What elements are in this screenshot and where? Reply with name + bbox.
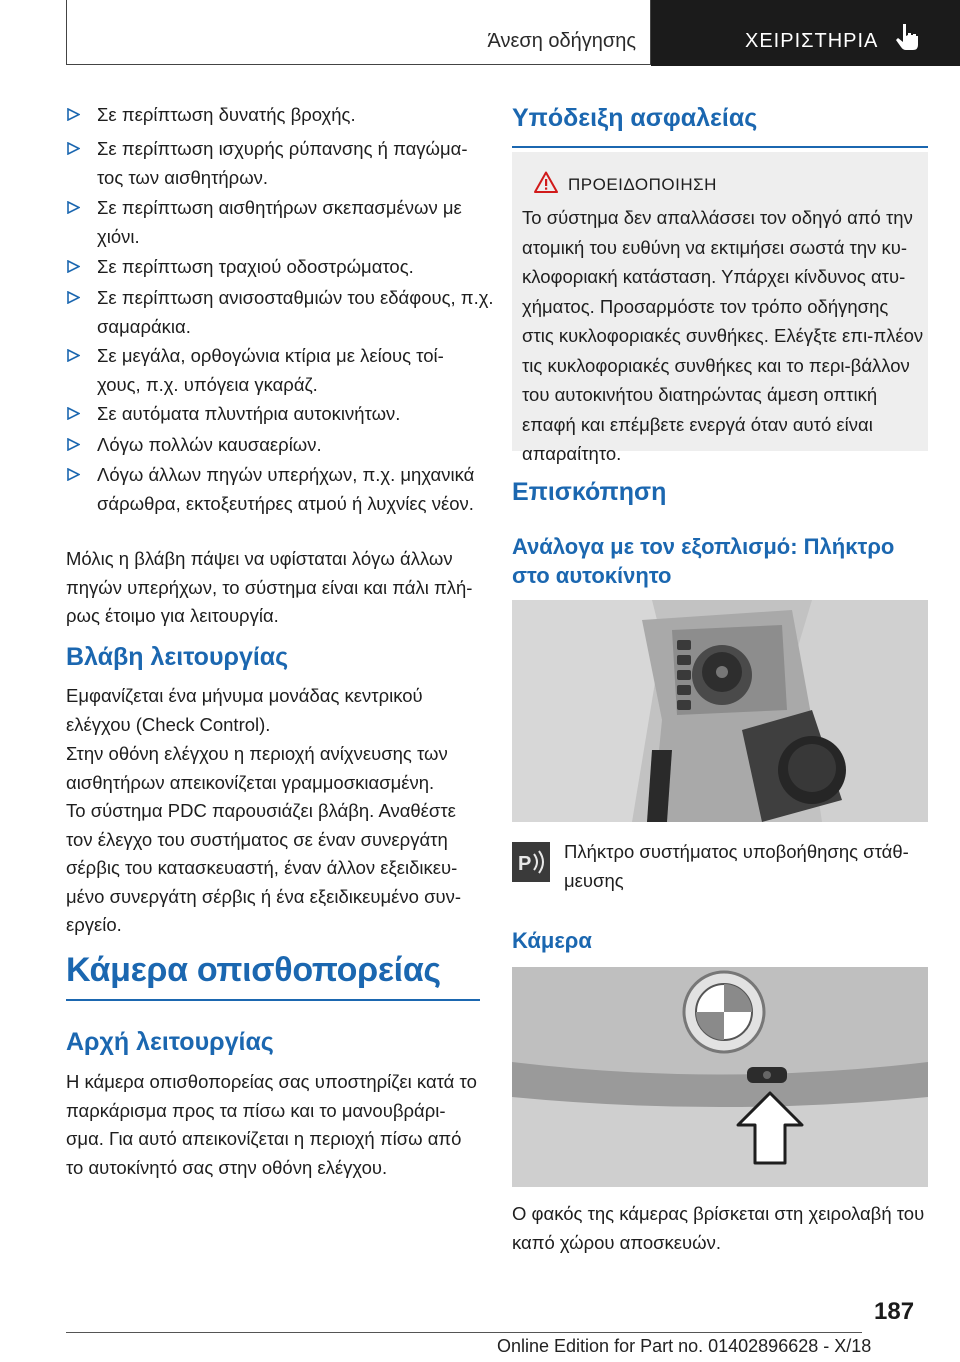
section-title: Άνεση οδήγησης [487, 30, 636, 52]
triangle-bullet-icon [67, 260, 80, 273]
triangle-bullet-icon [67, 291, 80, 304]
malfunction-heading: Βλάβη λειτουργίας [66, 643, 289, 671]
camera-subheading: Κάμερα [512, 928, 592, 953]
bullet-text: Σε περίπτωση ανισοσταθμιών του εδάφους, π.χ. σαμαράκια. [97, 287, 494, 337]
button-caption: Πλήκτρο συστήματος υποβοήθησης στάθ-μευσης [564, 841, 909, 891]
camera-illustration [512, 967, 928, 1187]
console-photo [512, 600, 928, 822]
heading-rule [512, 146, 928, 148]
list-item [66, 342, 482, 399]
bullet-text: Λόγω άλλων πηγών υπερήχων, π.χ. μηχανικά σάρωθρα, εκτοξευτήρες ατμού ή λυχνίες νέον. [97, 464, 475, 514]
bullet-text: Σε αυτόματα πλυντήρια αυτοκινήτων. [97, 403, 401, 424]
warning-box [512, 152, 928, 464]
triangle-bullet-icon [67, 201, 80, 214]
console-illustration [512, 600, 928, 822]
chapter-title: ΧΕΙΡΙΣΤΗΡΙΑ [745, 30, 879, 52]
list-item [66, 400, 400, 429]
equipment-heading: Ανάλογα με τον εξοπλισμό: Πλήκτρο στο αυτοκίνητο [512, 534, 895, 588]
camera-chapter-heading: Κάμερα οπισθοπορείας [66, 951, 441, 989]
header-section-box [66, 0, 651, 65]
bullet-text: Σε περίπτωση ισχυρής ρύπανσης ή παγώμα-τος των αισθητήρων. [97, 138, 468, 188]
paragraph: Η κάμερα οπισθοπορείας σας υποστηρίζει κατά το παρκάρισμα προς τα πίσω και το μανουβράρι-σμα. Για αυτό απεικονίζεται η περιοχή πίσω από το αυτοκίνητό σας στην οθόνη ελέγχου. [66, 1071, 477, 1178]
bullet-text: Σε περίπτωση δυνατής βροχής. [97, 104, 356, 125]
paragraph: Εμφανίζεται ένα μήνυμα μονάδας κεντρικού ελέγχου (Check Control). [66, 685, 423, 735]
safety-heading: Υπόδειξη ασφαλείας [512, 104, 758, 132]
list-item [66, 461, 487, 518]
svg-text:P: P [518, 853, 532, 875]
bullet-text: Σε περίπτωση αισθητήρων σκεπασμένων με χιόνι. [97, 197, 462, 247]
triangle-bullet-icon [67, 407, 80, 420]
triangle-bullet-icon [67, 349, 80, 362]
camera-photo [512, 967, 928, 1187]
list-item [66, 253, 414, 282]
bullet-text: Σε περίπτωση τραχιού οδοστρώματος. [97, 256, 414, 277]
triangle-bullet-icon [67, 108, 80, 121]
header-chapter-tab [651, 0, 960, 66]
overview-heading: Επισκόπηση [512, 478, 667, 506]
list-item [66, 135, 482, 192]
warning-triangle-icon [534, 171, 558, 193]
principle-heading: Αρχή λειτουργίας [66, 1028, 274, 1056]
list-item [66, 431, 322, 460]
camera-caption: Ο φακός της κάμερας βρίσκεται στη χειρολαβή του καπό χώρου αποσκευών. [512, 1203, 925, 1253]
parking-assist-button-icon [512, 842, 550, 882]
paragraph: Μόλις η βλάβη πάψει να υφίσταται λόγω άλλων πηγών υπερήχων, το σύστημα είναι και πάλι πλή-ρως έτοιμο για λειτουργία. [66, 548, 473, 626]
pointing-hand-icon [895, 22, 923, 52]
paragraph: Το σύστημα PDC παρουσιάζει βλάβη. Αναθέστε τον έλεγχο του συστήματος σε έναν συνεργάτη σέρβις του κατασκευαστή, έναν άλλον εξειδικευ-μένο συνεργάτη σέρβις ή ένα εξειδικευμένο συν-εργείο. [66, 800, 462, 935]
list-item [66, 284, 497, 341]
triangle-bullet-icon [67, 468, 80, 481]
heading-rule [66, 999, 480, 1001]
page-number: 187 [874, 1298, 915, 1325]
paragraph: Στην οθόνη ελέγχου η περιοχή ανίχνευσης των αισθητήρων απεικονίζεται γραμμοσκιασμένη. [66, 743, 448, 793]
bullet-text: Σε μεγάλα, ορθογώνια κτίρια με λείους τοί-χους, π.χ. υπόγεια γκαράζ. [97, 345, 444, 395]
list-item [66, 194, 482, 251]
triangle-bullet-icon [67, 142, 80, 155]
list-item [66, 101, 356, 130]
warning-text: Το σύστημα δεν απαλλάσσει τον οδηγό από την ατομική του ευθύνη να εκτιμήσει σωστά την κυ-κλοφοριακή κατάσταση. Υπάρχει κίνδυνος ατυ-χήματος. Προσαρμόστε τον τρόπο οδήγησης στις κυκλοφοριακές συνθήκες. Ελέγξτε επι-πλέον τις κυκλοφοριακές συνθήκες και το περι-βάλλον του αυτοκινήτου διατηρώντας άμεση οπτική επαφή και επέμβετε ενεργά όταν αυτό είναι απαραίτητο. [522, 207, 924, 464]
triangle-bullet-icon [67, 438, 80, 451]
bullet-text: Λόγω πολλών καυσαερίων. [97, 434, 322, 455]
footer-rule [66, 1332, 862, 1333]
footer-edition: Online Edition for Part no. 01402896628 - X/18 [497, 1336, 872, 1356]
warning-label: ΠΡΟΕΙΔΟΠΟΙΗΣΗ [568, 175, 717, 194]
